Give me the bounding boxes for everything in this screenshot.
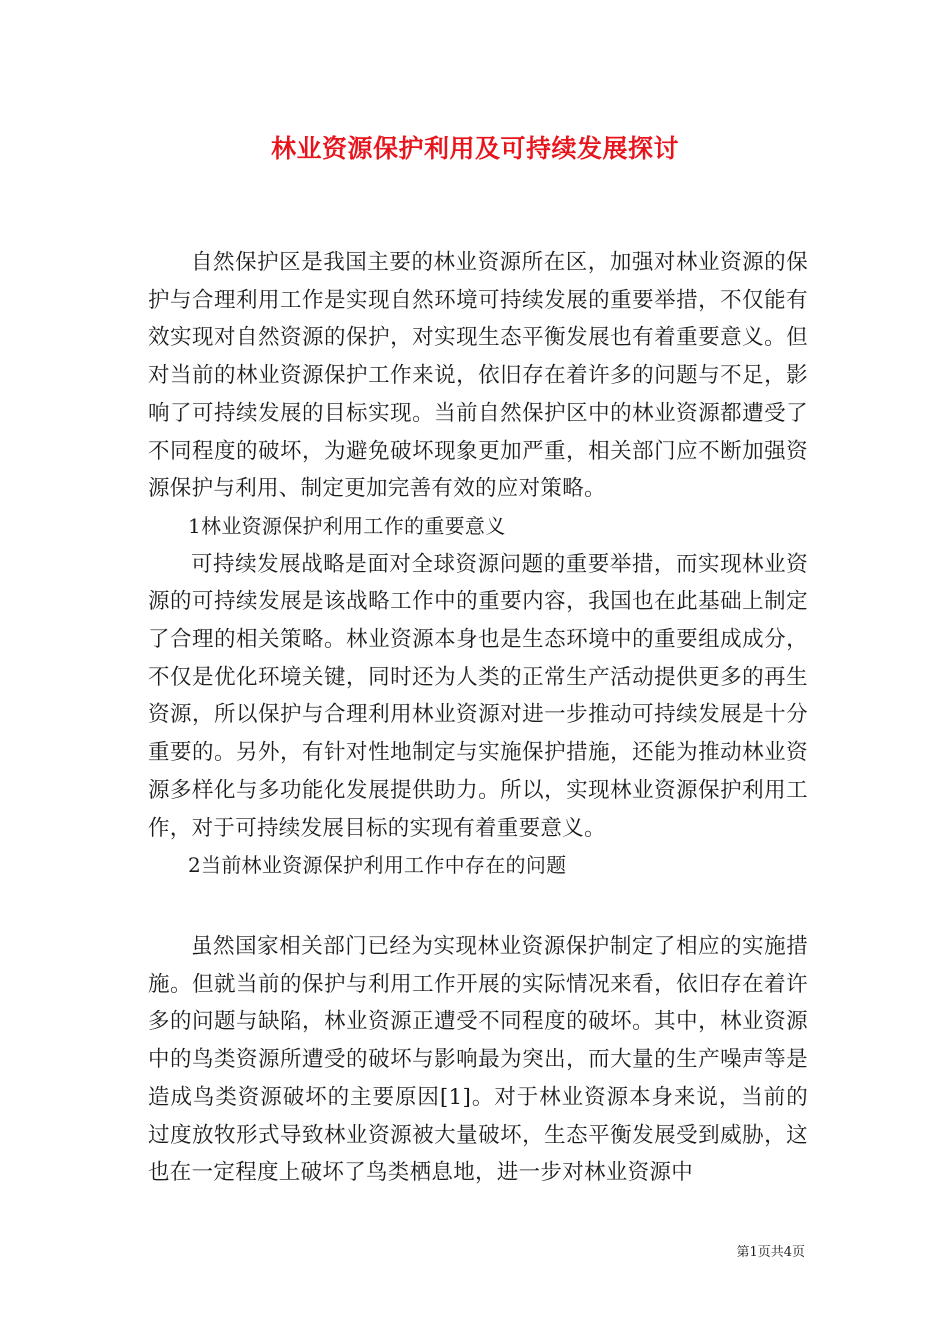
body-section-2 <box>148 928 808 1192</box>
paragraph-intro: 自然保护区是我国主要的林业资源所在区，加强对林业资源的保护与合理利用工作是实现自然环境可持续发展的重要举措，不仅能有效实现对自然资源的保护，对实现生态平衡发展也有着重要意义。但对当前的林业资源保护工作来说，依旧存在着许多的问题与不足，影响了可持续发展的目标实现。当前自然保护区中的林业资源都遭受了不同程度的破坏，为避免破坏现象更加严重，相关部门应不断加强资源保护与利用、制定更加完善有效的应对策略。 <box>148 250 808 502</box>
section-heading-2: 2当前林业资源保护利用工作中存在的问题 <box>188 853 567 878</box>
paragraph-significance: 可持续发展战略是面对全球资源问题的重要举措，而实现林业资源的可持续发展是该战略工作中的重要内容，我国也在此基础上制定了合理的相关策略。林业资源本身也是生态环境中的重要组成成分，不仅是优化环境关键，同时还为人类的正常生产活动提供更多的再生资源，所以保护与合理利用林业资源对进一步推动可持续发展是十分重要的。另外，有针对性地制定与实施保护措施，还能为推动林业资源多样化与多功能化发展提供助力。所以，实现林业资源保护利用工作，对于可持续发展目标的实现有着重要意义。 <box>148 551 808 841</box>
document-title: 林业资源保护利用及可持续发展探讨 <box>270 134 679 163</box>
section-heading-1: 1林业资源保护利用工作的重要意义 <box>188 513 506 538</box>
body-section-1 <box>148 244 808 885</box>
paragraph-problems: 虽然国家相关部门已经为实现林业资源保护制定了相应的实施措施。但就当前的保护与利用工作开展的实际情况来看，依旧存在着许多的问题与缺陷，林业资源正遭受不同程度的破坏。其中，林业资源中的鸟类资源所遭受的破坏与影响最为突出，而大量的生产噪声等是造成鸟类资源破坏的主要原因[1]。对于林业资源本身来说，当前的过度放牧形式导致林业资源被大量破坏，生态平衡发展受到威胁，这也在一定程度上破坏了鸟类栖息地，进一步对林业资源中 <box>148 934 808 1186</box>
page-number-footer: 第1页共4页 <box>736 1245 805 1260</box>
